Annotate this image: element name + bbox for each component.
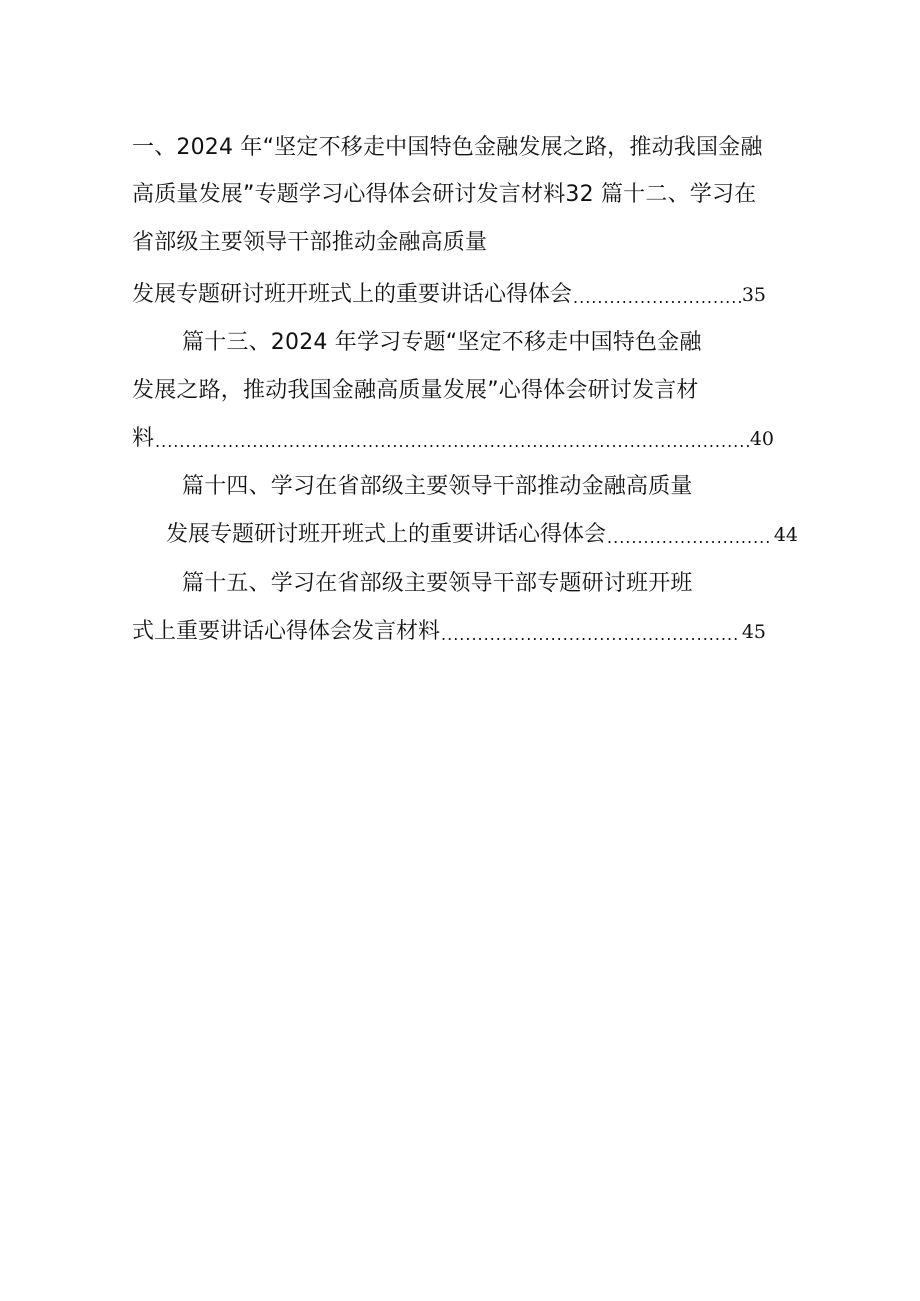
toc-entry-12-row[interactable]: [132, 280, 766, 310]
toc-page-number: 40: [749, 428, 774, 450]
toc-entry-13-line-2: 发展之路，推动我国金融高质量发展”心得体会研讨发言材: [132, 378, 699, 403]
toc-leader-dots: [607, 526, 773, 550]
toc-leader-dots: [155, 430, 749, 454]
toc-entry-12-title: 发展专题研讨班开班式上的重要讲话心得体会: [132, 282, 573, 307]
toc-entry-12-line-1: 省部级主要领导干部推动金融高质量: [132, 230, 488, 255]
toc-entry-13-tail: 料: [132, 426, 155, 451]
toc-entry-13-row[interactable]: [132, 424, 774, 454]
toc-entry-15-line-1: 篇十五、学习在省部级主要领导干部专题研讨班开班: [182, 571, 693, 596]
toc-entry-1-line-2: 高质量发展”专题学习心得体会研讨发言材料32 篇十二、学习在: [132, 182, 757, 207]
toc-page-number: 35: [741, 284, 766, 306]
toc-entry-1-line-1: 一、2024 年“坚定不移走中国特色金融发展之路，推动我国金融: [132, 135, 763, 160]
toc-entry-13-line-1: 篇十三、2024 年学习专题“坚定不移走中国特色金融: [182, 330, 702, 355]
toc-entry-14-line-1: 篇十四、学习在省部级主要领导干部推动金融高质量: [182, 474, 693, 499]
toc-entry-14-title: 发展专题研讨班开班式上的重要讲话心得体会: [166, 522, 607, 547]
toc-page-number: 44: [773, 524, 798, 546]
toc-entry-15-row[interactable]: [132, 617, 766, 647]
toc-entry-14-row[interactable]: [166, 520, 798, 550]
toc-entry-15-title: 式上重要讲话心得体会发言材料: [132, 619, 441, 644]
toc-page-number: 45: [741, 621, 766, 643]
toc-leader-dots: [441, 623, 741, 647]
toc-leader-dots: [573, 286, 741, 310]
